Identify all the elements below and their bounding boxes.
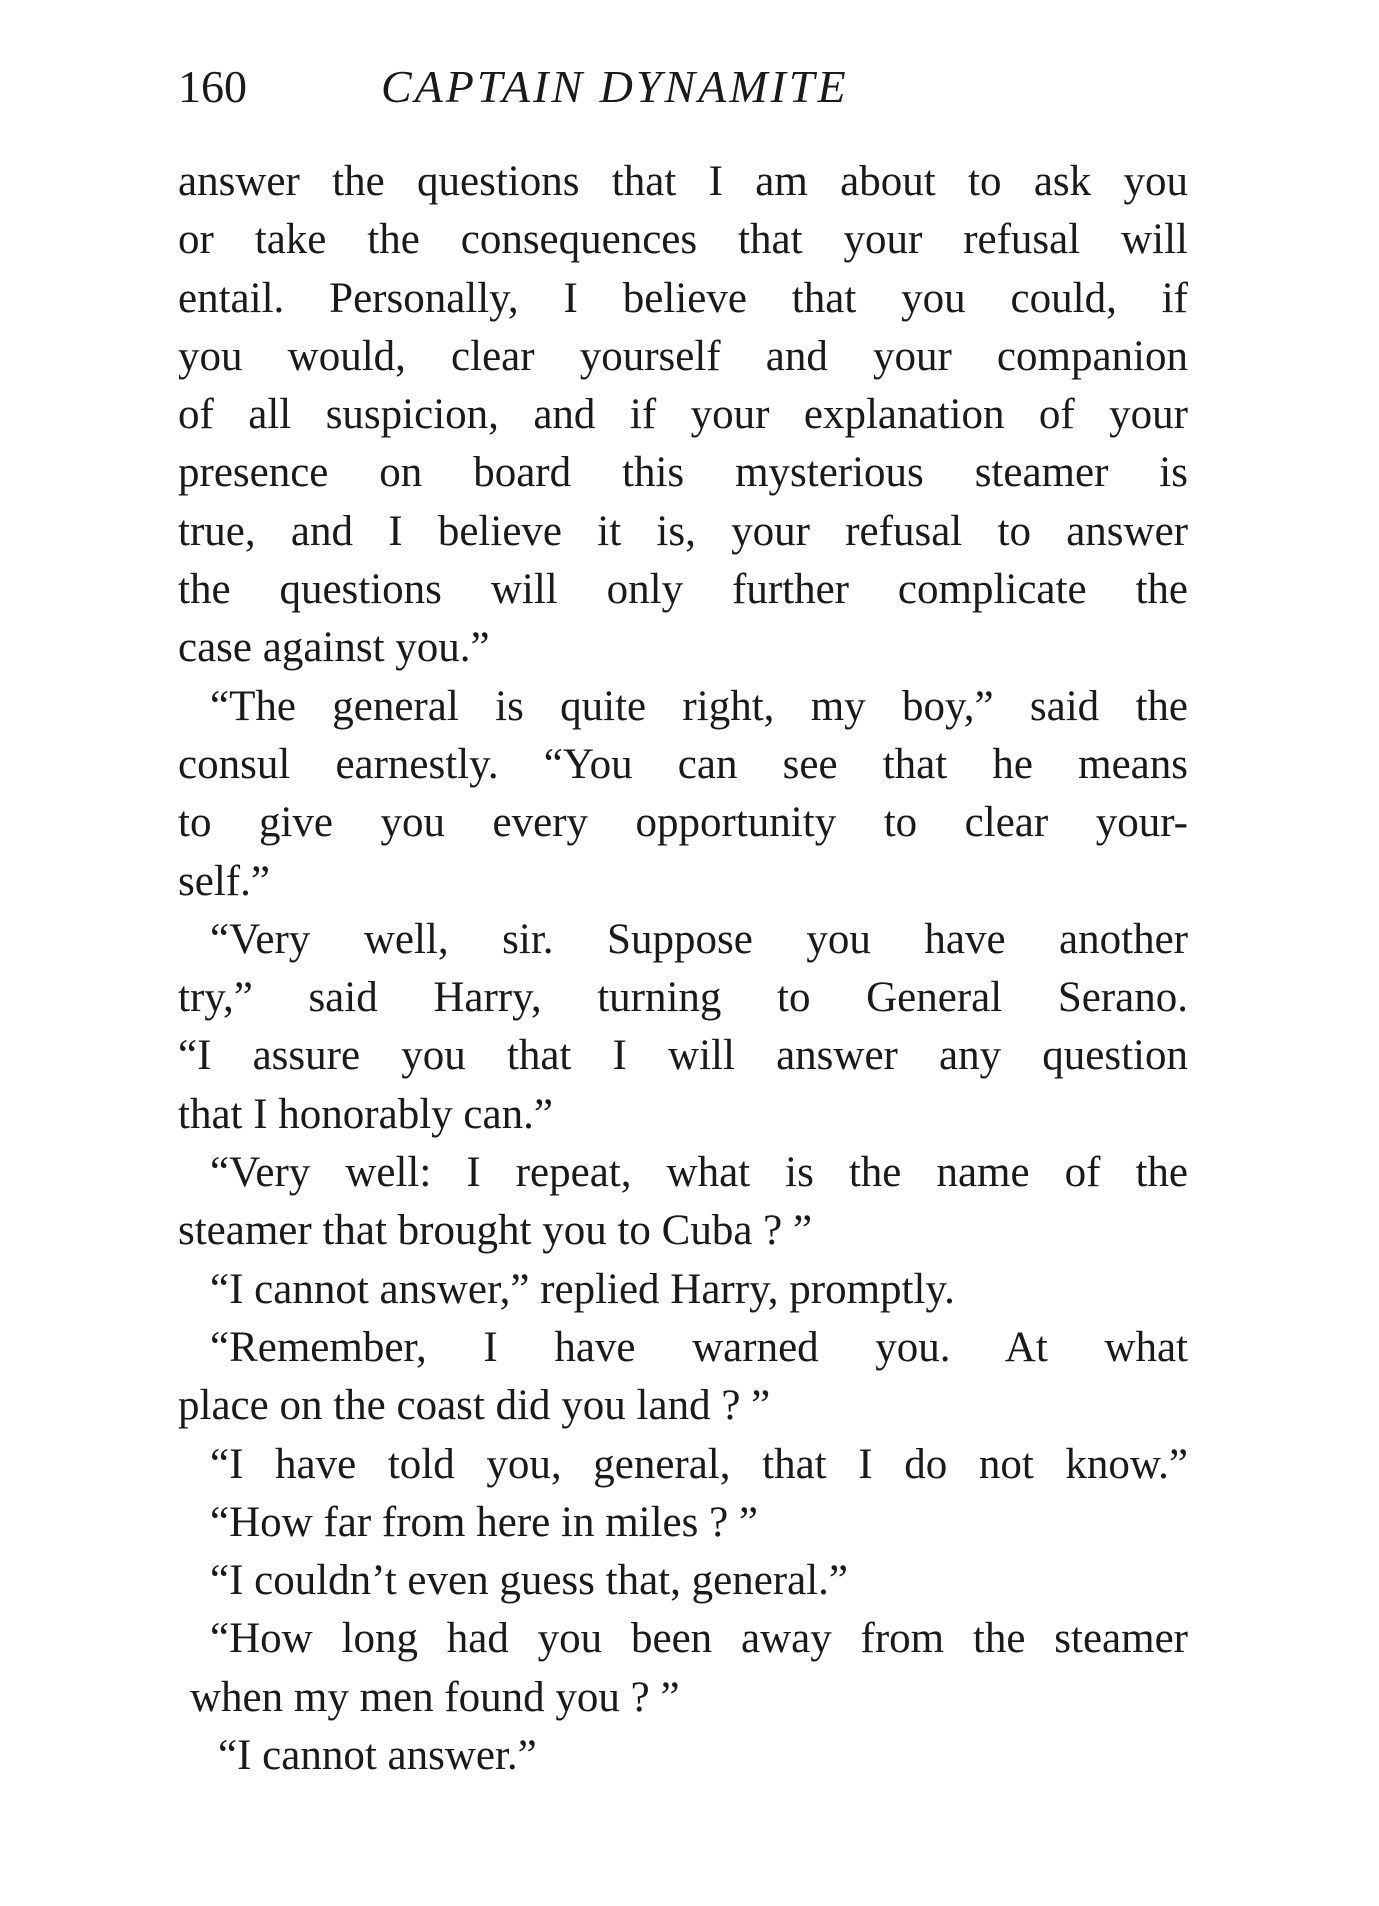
text-line: to give you every opportunity to clear your- — [178, 799, 1188, 847]
text-line: presence on board this mysterious steamer is — [178, 449, 1188, 497]
text-line: “I cannot answer.” — [218, 1732, 537, 1780]
text-line: “How long had you been away from the steamer — [210, 1615, 1188, 1663]
text-line: entail. Personally, I believe that you could, if — [178, 274, 1188, 322]
text-line: “I couldn’t even guess that, general.” — [210, 1557, 848, 1605]
page-number: 160 — [178, 61, 247, 112]
text-line: “I assure you that I will answer any question — [178, 1032, 1188, 1080]
text-line: of all suspicion, and if your explanation of your — [178, 391, 1188, 439]
text-line: “Very well, sir. Suppose you have another — [210, 915, 1188, 963]
text-line: true, and I believe it is, your refusal to answer — [178, 507, 1188, 555]
running-head — [178, 52, 1178, 122]
text-line: “I have told you, general, that I do not know.” — [210, 1440, 1188, 1488]
text-line: you would, clear yourself and your companion — [178, 332, 1188, 380]
text-line: steamer that brought you to Cuba ? ” — [178, 1207, 813, 1255]
text-line: “Remember, I have warned you. At what — [210, 1323, 1188, 1371]
text-line: or take the consequences that your refusal will — [178, 216, 1188, 264]
text-line: self.” — [178, 857, 270, 905]
text-line: when my men found you ? ” — [190, 1673, 680, 1721]
text-line: “The general is quite right, my boy,” said the — [210, 682, 1188, 730]
text-line: that I honorably can.” — [178, 1090, 553, 1138]
text-line: try,” said Harry, turning to General Serano. — [178, 974, 1188, 1022]
text-line: consul earnestly. “You can see that he means — [178, 740, 1188, 788]
text-line: case against you.” — [178, 624, 490, 672]
text-line: place on the coast did you land ? ” — [178, 1382, 771, 1430]
text-line: answer the questions that I am about to ask you — [178, 158, 1188, 205]
text-line: “I cannot answer,” replied Harry, promptly. — [210, 1265, 955, 1313]
body-text — [178, 153, 1188, 1785]
running-title: CAPTAIN DYNAMITE — [381, 61, 849, 112]
text-line: the questions will only further complicate the — [178, 566, 1188, 614]
text-line: “How far from here in miles ? ” — [210, 1498, 759, 1546]
text-line: “Very well: I repeat, what is the name of the — [210, 1149, 1188, 1197]
